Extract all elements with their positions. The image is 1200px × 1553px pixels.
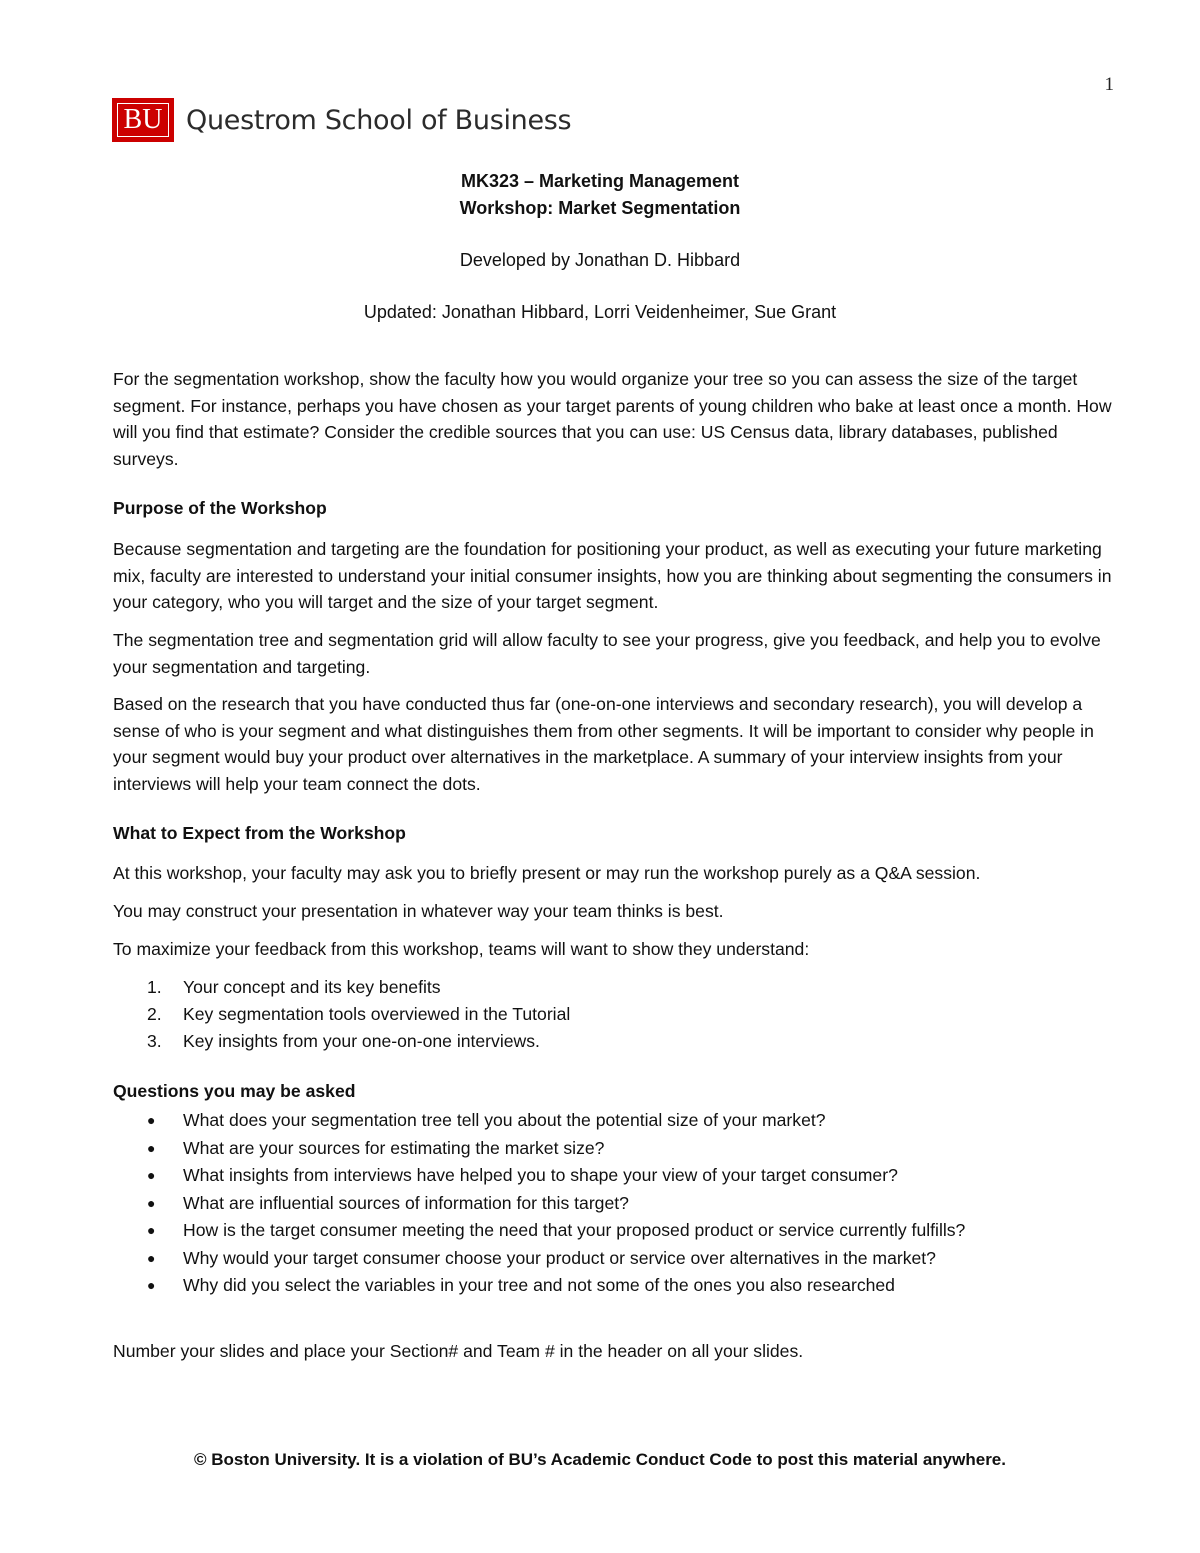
workshop-title: Workshop: Market Segmentation bbox=[459, 198, 741, 218]
list-item bbox=[113, 1245, 1113, 1273]
list-item bbox=[113, 1028, 1113, 1055]
copyright-footer: © Boston University. It is a violation of BU’s Academic Conduct Code to post this material anywhere. bbox=[194, 1450, 1006, 1469]
purpose-text: The segmentation tree and segmentation grid will allow faculty to see your progress, give you feedback, and help you to evolve your segmentation and targeting. bbox=[113, 630, 1101, 677]
expectations-list bbox=[113, 974, 1113, 1055]
updated-by: Updated: Jonathan Hibbard, Lorri Veidenheimer, Sue Grant bbox=[363, 302, 837, 322]
list-item bbox=[113, 1217, 1113, 1245]
school-name: Questrom School of Business bbox=[186, 104, 572, 136]
question-text: What are your sources for estimating the market size? bbox=[183, 1137, 605, 1158]
list-item bbox=[113, 1162, 1113, 1190]
question-text: How is the target consumer meeting the need that your proposed product or service currently fulfills? bbox=[183, 1220, 966, 1240]
bullet-icon: ● bbox=[147, 1112, 156, 1128]
expect-text: To maximize your feedback from this workshop, teams will want to show they understand: bbox=[113, 939, 810, 959]
question-text: What are influential sources of information for this target? bbox=[183, 1192, 629, 1213]
bullet-icon: ● bbox=[147, 1194, 156, 1211]
expect-heading: What to Expect from the Workshop bbox=[113, 823, 406, 843]
list-number: 1. bbox=[147, 977, 162, 997]
questions-heading: Questions you may be asked bbox=[113, 1081, 356, 1101]
purpose-text: Based on the research that you have conducted thus far (one-on-one interviews and secondary research), you will develop a sense of who is your segment and what distinguishes them from other segments. It will be important to consider why people in your segment would buy your product over alternatives in the marketplace. A summary of your interview insights from your interviews will help your team connect the dots. bbox=[113, 694, 1094, 794]
expect-text: At this workshop, your faculty may ask you to briefly present or may run the workshop purely as a Q&A session. bbox=[113, 863, 981, 883]
questions-list bbox=[113, 1107, 1113, 1300]
list-item bbox=[113, 1001, 1113, 1028]
question-text: Why would your target consumer choose your product or service over alternatives in the market? bbox=[183, 1247, 936, 1268]
expect-paragraph-3 bbox=[113, 936, 1113, 963]
expect-paragraph-1 bbox=[113, 860, 1113, 887]
question-text: Why did you select the variables in your tree and not some of the ones you also researched bbox=[183, 1275, 895, 1295]
list-item bbox=[113, 974, 1113, 1001]
bullet-icon: ● bbox=[147, 1139, 156, 1156]
list-item-text: Your concept and its key benefits bbox=[183, 977, 441, 997]
bullet-icon: ● bbox=[147, 1167, 156, 1183]
list-number: 2. bbox=[147, 1004, 162, 1024]
list-number: 3. bbox=[147, 1031, 162, 1051]
page-number: 1 bbox=[1104, 74, 1114, 95]
list-item bbox=[113, 1135, 1113, 1163]
expect-paragraph-2 bbox=[113, 898, 1113, 925]
purpose-paragraph-2 bbox=[113, 627, 1113, 680]
purpose-text: Because segmentation and targeting are the foundation for positioning your product, as well as executing your future marketing mix, faculty are interested to understand your initial consumer insights, how you are thinking about segmenting the consumers in your category, who you will target and the size of your target segment. bbox=[113, 539, 1112, 612]
intro-paragraph bbox=[113, 366, 1113, 472]
question-text: What insights from interviews have helped you to shape your view of your target consumer? bbox=[183, 1165, 898, 1185]
closing-paragraph bbox=[113, 1338, 1113, 1365]
question-text: What does your segmentation tree tell you about the potential size of your market? bbox=[183, 1110, 826, 1130]
course-title: MK323 – Marketing Management bbox=[460, 171, 740, 191]
list-item bbox=[113, 1190, 1113, 1218]
bullet-icon: ● bbox=[147, 1222, 156, 1238]
purpose-paragraph-3 bbox=[113, 691, 1113, 797]
bullet-icon: ● bbox=[147, 1277, 156, 1293]
school-logo bbox=[112, 98, 571, 142]
bullet-icon: ● bbox=[147, 1249, 156, 1266]
list-item-text: Key segmentation tools overviewed in the Tutorial bbox=[183, 1004, 571, 1024]
purpose-paragraph-1 bbox=[113, 536, 1113, 616]
list-item bbox=[113, 1272, 1113, 1300]
expect-text: You may construct your presentation in whatever way your team thinks is best. bbox=[113, 901, 724, 921]
purpose-heading: Purpose of the Workshop bbox=[113, 498, 327, 518]
intro-text: For the segmentation workshop, show the faculty how you would organize your tree so you can assess the size of the target segment. For instance, perhaps you have chosen as your target parents of young children who bake at least once a month. How will you find that estimate? Consider the credible sources that you can use: US Census data, library databases, published surveys. bbox=[113, 369, 1112, 469]
developed-by: Developed by Jonathan D. Hibbard bbox=[459, 250, 741, 270]
list-item-text: Key insights from your one-on-one interviews. bbox=[183, 1031, 540, 1051]
bu-logo-mark bbox=[112, 98, 174, 142]
list-item bbox=[113, 1107, 1113, 1135]
bu-logo-letters: BU bbox=[123, 104, 163, 135]
closing-text: Number your slides and place your Section# and Team # in the header on all your slides. bbox=[113, 1341, 804, 1361]
